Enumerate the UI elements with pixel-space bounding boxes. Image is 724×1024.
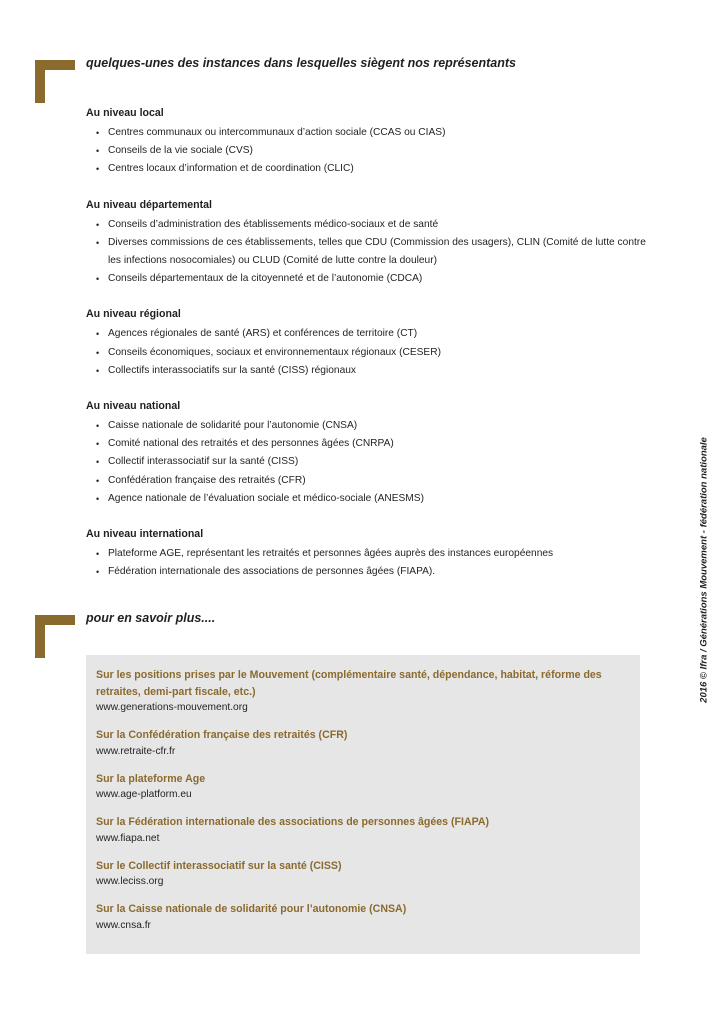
- info-link-title: Sur la Confédération française des retraités (CFR): [96, 729, 348, 741]
- info-link-title: Sur les positions prises par le Mouvement (complémentaire santé, dépendance, habitat, réforme des retraites, demi-part fiscale, etc.): [96, 669, 602, 698]
- list-item: • Conseils départementaux de la citoyenneté et de l’autonomie (CDCA): [86, 270, 646, 288]
- instance-list: [86, 545, 646, 581]
- list-item: • Diverses commissions de ces établissements, telles que CDU (Commission des usagers), CLIN (Comité de lutte contre les infections nosocomiales) ou CLUD (Comité de lutte contre la douleur): [86, 234, 646, 270]
- instance-group: [86, 527, 646, 581]
- instance-list: [86, 124, 646, 179]
- info-link-url[interactable]: www.leciss.org: [96, 876, 164, 887]
- list-item: • Fédération internationale des associations de personnes âgées (FIAPA).: [86, 563, 646, 581]
- info-link-item: [96, 667, 630, 716]
- instance-group: [86, 307, 646, 380]
- info-link-url[interactable]: www.fiapa.net: [96, 832, 160, 844]
- info-link-item: [96, 771, 630, 804]
- info-link-url[interactable]: www.cnsa.fr: [96, 919, 151, 931]
- group-heading: Au niveau international: [86, 528, 204, 541]
- info-link-url[interactable]: www.retraite-cfr.fr: [96, 745, 176, 757]
- info-link-item: [96, 814, 630, 847]
- list-item: • Conseils économiques, sociaux et environnementaux régionaux (CESER): [86, 344, 646, 362]
- info-link-title: Sur le Collectif interassociatif sur la santé (CISS): [96, 859, 342, 872]
- section-corner-marker-2: [35, 615, 75, 658]
- list-item: • Confédération française des retraités (CFR): [86, 472, 646, 490]
- more-info-box: [86, 655, 640, 954]
- instance-list: [86, 216, 646, 289]
- instance-list: [86, 325, 646, 380]
- info-link-title: Sur la plateforme Age: [96, 772, 206, 785]
- list-item: • Plateforme AGE, représentant les retraités et personnes âgées auprès des instances européennes: [86, 545, 646, 563]
- instance-group: [86, 399, 646, 508]
- info-link-url[interactable]: www.generations-mouvement.org: [96, 702, 248, 713]
- list-item: • Agence nationale de l’évaluation sociale et médico-sociale (ANESMS): [86, 490, 646, 508]
- instance-group: [86, 106, 646, 179]
- list-item: • Comité national des retraités et des personnes âgées (CNRPA): [86, 435, 646, 453]
- list-item: • Centres communaux ou intercommunaux d’action sociale (CCAS ou CIAS): [86, 124, 646, 142]
- list-item: • Agences régionales de santé (ARS) et conférences de territoire (CT): [86, 325, 646, 343]
- group-heading: Au niveau local: [86, 107, 164, 119]
- list-item: • Collectif interassociatif sur la santé (CISS): [86, 453, 646, 471]
- list-item: • Centres locaux d’information et de coordination (CLIC): [86, 160, 646, 178]
- section-corner-marker-1: [35, 60, 75, 103]
- section-title-more-info: pour en savoir plus....: [86, 611, 216, 625]
- group-heading: Au niveau départemental: [86, 198, 212, 211]
- instance-list: [86, 417, 646, 508]
- list-item: • Collectifs interassociatifs sur la santé (CISS) régionaux: [86, 362, 646, 380]
- info-link-title: Sur la Fédération internationale des associations de personnes âgées (FIAPA): [96, 816, 490, 828]
- info-link-url[interactable]: www.age-platform.eu: [96, 789, 192, 800]
- section-title-instances: quelques-unes des instances dans lesquelles siègent nos représentants: [86, 56, 517, 70]
- list-item: • Caisse nationale de solidarité pour l’autonomie (CNSA): [86, 417, 646, 435]
- group-heading: Au niveau national: [86, 400, 181, 413]
- info-link-item: [96, 858, 630, 891]
- info-link-title: Sur la Caisse nationale de solidarité pour l’autonomie (CNSA): [96, 903, 407, 915]
- group-heading: Au niveau régional: [86, 308, 181, 321]
- instance-group: [86, 198, 646, 289]
- copyright-side-note: 2016 © Ifra / Générations Mouvement - fédération nationale: [698, 437, 710, 703]
- list-item: • Conseils d’administration des établissements médico-sociaux et de santé: [86, 216, 646, 234]
- instances-content: [86, 106, 646, 600]
- list-item: • Conseils de la vie sociale (CVS): [86, 142, 646, 160]
- info-link-item: [96, 727, 630, 760]
- info-link-item: [96, 901, 630, 934]
